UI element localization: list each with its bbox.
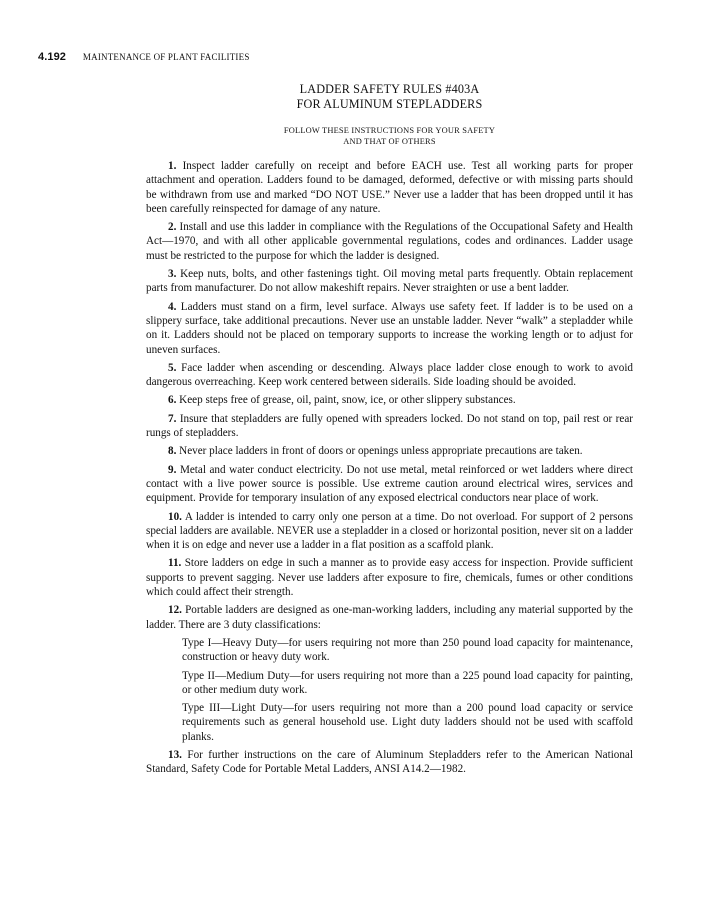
rule-item bbox=[146, 463, 633, 506]
rule-number: 7. bbox=[168, 412, 177, 425]
running-header bbox=[38, 51, 250, 63]
rule-number: 6. bbox=[168, 394, 177, 407]
duty-classifications bbox=[182, 636, 633, 744]
rule-number: 8. bbox=[168, 445, 177, 458]
rule-item bbox=[146, 300, 633, 357]
subtitle-line-2: AND THAT OF OTHERS bbox=[343, 137, 436, 146]
rule-text: Insure that stepladders are fully opened with spreaders locked. Do not stand on top, pail rest or rear rungs of stepladders. bbox=[146, 412, 633, 440]
rules-list bbox=[146, 159, 633, 777]
rule-text: Portable ladders are designed as one-man-working ladders, including any material supported by the ladder. There are 3 duty classifications: bbox=[146, 604, 633, 631]
rule-number: 10. bbox=[168, 510, 182, 523]
rule-text: A ladder is intended to carry only one person at a time. Do not overload. For support of 2 persons special ladders are available. NEVER use a stepladder in a closed or horizontal position, never sit on a ladder when it is on edge and never use a ladder in a flat position as a scaffold plank. bbox=[146, 510, 633, 552]
rule-text: Install and use this ladder in compliance with the Regulations of the Occupational Safety and Health Act—1970, and with all other applicable governmental regulations, codes and ordinances. Ladder usage must be restricted to the purpose for which the ladder is designed. bbox=[146, 221, 633, 262]
rule-item bbox=[146, 556, 633, 599]
rule-number: 4. bbox=[168, 300, 177, 313]
rule-text: Never place ladders in front of doors or openings unless appropriate precautions are taken. bbox=[179, 445, 583, 458]
rule-text: Keep nuts, bolts, and other fastenings tight. Oil moving metal parts frequently. Obtain replacement parts from manufacturer. Do not allow makeshift repairs. Never straighten or use a bent ladder. bbox=[146, 268, 633, 295]
rule-text: Store ladders on edge in such a manner as to provide easy access for inspection. Provide sufficient supports to prevent sagging. Never use ladders after exposure to fire, chemicals, fumes or other conditions which could affect their strength. bbox=[146, 557, 633, 599]
rule-item bbox=[146, 510, 633, 553]
rule-item bbox=[146, 361, 633, 390]
document-body bbox=[146, 82, 633, 781]
rule-item bbox=[146, 159, 633, 216]
rule-item bbox=[146, 393, 633, 407]
rule-number: 11. bbox=[168, 557, 182, 570]
duty-type-light: Type III—Light Duty—for users requiring not more than a 200 pound load capacity or service requirements such as general household use. Light duty ladders should not be used with scaffold planks. bbox=[182, 702, 633, 743]
rule-text: Inspect ladder carefully on receipt and before EACH use. Test all working parts for proper attachment and operation. Ladders found to be damaged, deformed, defective or with missing parts should be withdrawn from use and marked “DO NOT USE.” Never use a ladder that has been dropped until it has been carefully reinspected for damage of any nature. bbox=[146, 160, 633, 215]
rule-number: 5. bbox=[168, 361, 177, 374]
section-title: MAINTENANCE OF PLANT FACILITIES bbox=[82, 52, 250, 62]
document-title bbox=[146, 82, 633, 112]
rule-item bbox=[146, 220, 633, 263]
rule-item bbox=[146, 603, 633, 632]
duty-type-medium: Type II—Medium Duty—for users requiring not more than a 225 pound load capacity for painting, or other medium duty work. bbox=[182, 669, 633, 696]
rule-text: For further instructions on the care of Aluminum Stepladders refer to the American National Standard, Safety Code for Portable Metal Ladders, ANSI A14.2—1982. bbox=[146, 748, 633, 776]
rule-item bbox=[146, 748, 633, 777]
title-line-1: LADDER SAFETY RULES #403A bbox=[299, 82, 480, 96]
rule-number: 12. bbox=[168, 604, 182, 617]
duty-type-heavy: Type I—Heavy Duty—for users requiring not more than 250 pound load capacity for maintenance, construction or heavy duty work. bbox=[182, 636, 633, 664]
rule-number: 9. bbox=[168, 463, 177, 476]
subtitle-line-1: FOLLOW THESE INSTRUCTIONS FOR YOUR SAFETY bbox=[283, 126, 496, 135]
rule-number: 3. bbox=[168, 268, 177, 281]
title-line-2: FOR ALUMINUM STEPLADDERS bbox=[296, 97, 483, 111]
rule-text: Metal and water conduct electricity. Do not use metal, metal reinforced or wet ladders where direct contact with a live power source is possible. Use extreme caution around electrical wires, services and equipment. Provide for temporary insulation of any exposed electrical conductors near place of work. bbox=[146, 463, 633, 505]
page-number: 4.192 bbox=[38, 51, 67, 63]
rule-item bbox=[146, 267, 633, 296]
rule-text: Keep steps free of grease, oil, paint, snow, ice, or other slippery substances. bbox=[179, 394, 516, 407]
rule-text: Ladders must stand on a firm, level surface. Always use safety feet. If ladder is to be used on a slippery surface, take additional precautions. Never use an unstable ladder. Never “walk” a stepladder while on it. Ladders should not be placed on temporary supports to increase the working length or to adjust for uneven surfaces. bbox=[146, 300, 633, 356]
rule-item bbox=[146, 444, 633, 458]
rule-item bbox=[146, 412, 633, 441]
rule-number: 2. bbox=[168, 221, 177, 234]
rule-text: Face ladder when ascending or descending. Always place ladder close enough to work to avoid dangerous overreaching. Keep work centered between siderails. Side loading should be avoided. bbox=[146, 361, 633, 389]
rule-number: 13. bbox=[168, 748, 182, 761]
document-subtitle bbox=[146, 125, 633, 147]
rule-number: 1. bbox=[168, 160, 177, 172]
